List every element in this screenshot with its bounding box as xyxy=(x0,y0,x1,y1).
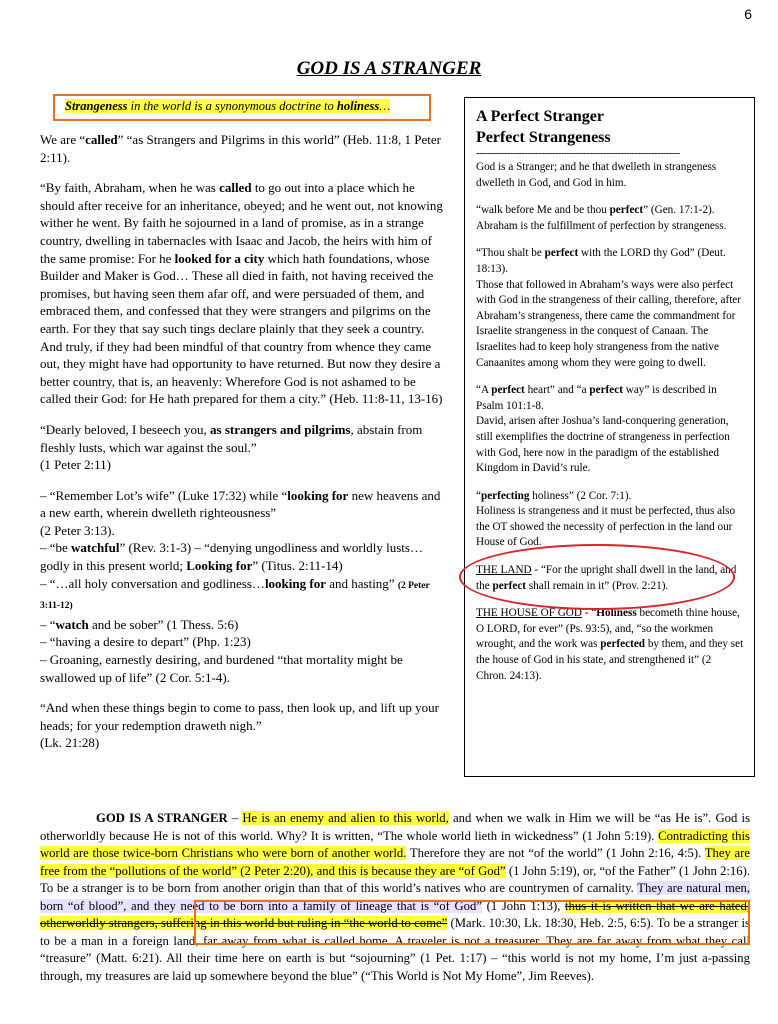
scripture-list xyxy=(40,487,448,687)
sidebar-heading: A Perfect Stranger Perfect Strangeness xyxy=(476,108,611,146)
sidebar-paragraph: “Thou shalt be perfect with the LORD thy God” (Deut. 18:13). Those that followed in Abraham’s ways were also perfect with God in the strangeness of their calling, therefore, after Abraham’s strangeness, there came the commandment for Israelite strangeness in the conquest of Canaan. The Israelites had to keep holy strangeness from the native Canaanites among whom they were going to dwell. xyxy=(476,247,741,369)
sidebar-paragraph: “perfecting holiness” (2 Cor. 7:1). Holiness is strangeness and it must be perfected, thus also the OT showed the necessity of perfection in the land our House of God. xyxy=(476,489,736,549)
paragraph-abraham: “By faith, Abraham, when he was called to go out into a place which he should after receive for an inheritance, obeyed; and he went out, not knowing wither he went. By faith he sojourned in a land of promise, as in a strange country, dwelling in tabernacles with Isaac and Jacob, the heirs with him of the same promise: For he looked for a city which hath foundations, whose Builder and Maker is God… These all died in faith, not having received the promises, but having seen them afar off, and were persuaded of them, and embraced them, and confessed that they were strangers and pilgrims on the earth. For they that say such tings declare plainly that they seek a country. And truly, if they had been mindful of that country from whence they came out, they might have had opportunity to have returned. But now they desire a better country, that is, an heavenly: Wherefore God is not ashamed to be called their God: for He hath prepared for them a city.” (Heb. 11:8-11, 13-16) xyxy=(40,180,443,407)
list-item: – “watch and be sober” (1 Thess. 5:6) xyxy=(40,616,239,632)
callout-word-holiness: holiness xyxy=(336,99,380,113)
list-item: – “Remember Lot’s wife” (Luke 17:32) while “looking for new heavens and a new earth, wherein dwelleth righteousness” (2 Peter 3:13). xyxy=(40,487,441,538)
orange-box-annotation xyxy=(194,900,750,945)
callout-ellipsis: … xyxy=(379,99,391,113)
page-title: GOD IS A STRANGER xyxy=(296,58,482,79)
paragraph-called: We are “called” “as Strangers and Pilgrims in this world” (Heb. 11:8, 1 Peter 2:11). xyxy=(40,132,442,165)
page-number: 6 xyxy=(744,6,752,22)
red-circle-annotation xyxy=(459,544,735,610)
sidebar-paragraph: THE LAND - “For the upright shall dwell in the land, and the perfect shall remain in it” (Prov. 2:21). xyxy=(476,564,737,592)
callout-text: in the world is a synonymous doctrine to xyxy=(127,99,337,113)
list-item: – “having a desire to depart” (Php. 1:23) xyxy=(40,634,251,650)
sidebar-paragraph: “walk before Me and be thou perfect” (Gen. 17:1-2). Abraham is the fulfillment of perfection by strangeness. xyxy=(476,204,727,232)
callout-word-strangeness: Strangeness xyxy=(65,99,128,113)
sidebar-paragraph: “A perfect heart” and “a perfect way” is described in Psalm 101:1-8. David, arisen after Joshua’s land-conquering generation, still exemplifies the doctrine of strangeness in perfection with God, here now in the paradigm of the established Kingdom in David’s rule. xyxy=(476,384,730,475)
sidebar-paragraph: God is a Stranger; and he that dwelleth in strangeness dwelleth in God, and God in him. xyxy=(476,161,717,189)
list-item: – “…all holy conversation and godliness…looking for and hasting” (2 Peter 3:11-12) xyxy=(40,575,430,612)
bottom-paragraph: GOD IS A STRANGER – He is an enemy and alien to this world, and when we walk in Him we will be “as He is”. God is otherworldly because He is not of this world. Why? It is written, “The whole world lieth in wickedness” (1 John 5:19). Contradicting this world are those twice-born Christians who were born of another world. Therefore they are not “of the world” (1 John 2:16, 4:5). They are free from the “pollutions of the world” (2 Peter 2:20), and this is because they are “of God” (1 John 5:19), or, “of the Father” (1 John 2:16). To be a stranger is to be born from another origin than that of this world’s natives who are countrymen of carnality. They are natural men, born “of blood”, and they need to be born into a family of lineage that is “of God” (1 John 1:13), thus it is written that we are hated, otherworldly strangers, suffering in this world but ruling in “the world to come” (Mark. 10:30, Lk. 18:30, Heb. 2:5, 6:5). To be a stranger is to be a man in a foreign land, far away from what is called home. A traveler is not a treasurer. They are far away from what they call “treasure” (Matt. 6:21). All their time here on earth is but “sojourning” (1 Pet. 1:17) – “this world is not my home, I’m just a-passing through, my treasures are laid up somewhere beyond the blue” (“This World is Not My Home”, Jim Reeves). xyxy=(40,811,751,983)
list-item: – Groaning, earnestly desiring, and burdened “that mortality might be swallowed up of life” (2 Cor. 5:1-4). xyxy=(40,652,403,685)
left-column xyxy=(40,131,448,765)
sidebar-divider: ------------------------------------------------------------------------ xyxy=(476,148,680,159)
callout-box xyxy=(53,94,431,121)
sidebar-paragraph: THE HOUSE OF GOD - “Holiness becometh thine house, O LORD, for ever” (Ps. 93:5), and, “so the workmen wrought, and the work was perfected by them, and they set the house of God in his state, and strengthened it” (2 Chron. 24:13). xyxy=(476,607,744,682)
sidebar-box xyxy=(464,97,755,777)
callout-highlight xyxy=(65,99,390,113)
paragraph-redemption: “And when these things begin to come to pass, then look up, and lift up your heads; for your redemption draweth nigh.” (Lk. 21:28) xyxy=(40,700,439,751)
list-item: – “be watchful” (Rev. 3:1-3) – “denying ungodliness and worldly lusts…godly in this present world; Looking for” (Titus. 2:11-14) xyxy=(40,540,423,574)
paragraph-beloved: “Dearly beloved, I beseech you, as strangers and pilgrims, abstain from fleshly lusts, which war against the soul.” (1 Peter 2:11) xyxy=(40,421,423,473)
